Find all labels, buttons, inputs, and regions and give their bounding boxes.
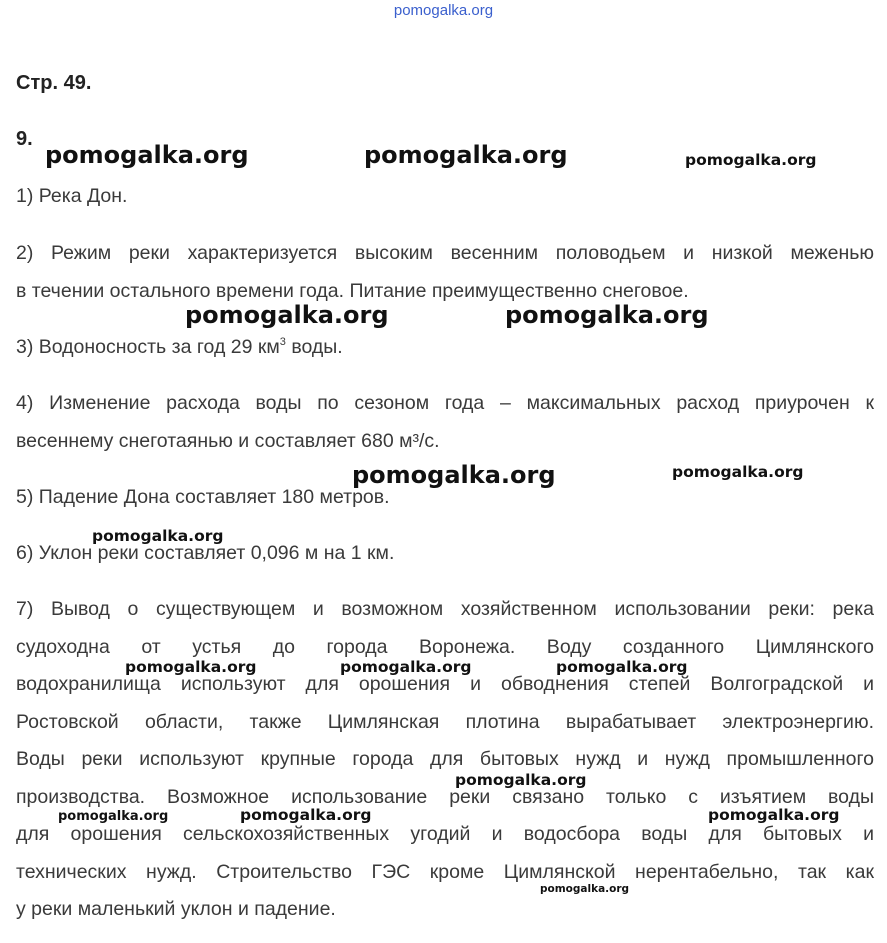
answer-4-line-1: 4) Изменение расхода воды по сезоном года – максимальных расход приурочен к [16, 392, 874, 414]
answer-2-line-2: в течении остального времени года. Питание преимущественно снеговое. [16, 279, 689, 302]
answer-6-line: 6) Уклон реки составляет 0,096 м на 1 км. [16, 542, 395, 564]
answer-2-line-1: 2) Режим реки характеризуется высоким весенним половодьем и низкой меженью [16, 242, 874, 264]
watermark: pomogalka.org [364, 141, 568, 169]
watermark: pomogalka.org [540, 883, 630, 895]
watermark: pomogalka.org [505, 301, 709, 329]
header-site-link[interactable]: pomogalka.org [393, 2, 494, 19]
answer-7-line-5: Воды реки используют крупные города для бытовых нужд и нужд промышленного [16, 748, 874, 770]
answer-4 [16, 385, 874, 460]
answer-3-line [16, 329, 874, 367]
watermark: pomogalka.org [92, 527, 224, 545]
answer-3-text: 3) Водоносность за год 29 км [16, 336, 280, 358]
answer-5-line: 5) Падение Дона составляет 180 метров. [16, 486, 390, 508]
watermark: pomogalka.org [352, 461, 556, 489]
watermark: pomogalka.org [556, 658, 688, 676]
answer-7-line-1: 7) Вывод о существующем и возможном хозяйственном использовании реки: река [16, 598, 874, 620]
answer-7-line-4: Ростовской области, также Цимлянская плотина вырабатывает электроэнергию. [16, 710, 874, 733]
answer-2 [16, 235, 874, 310]
answer-3-tail: воды. [285, 336, 343, 358]
watermark: pomogalka.org [685, 151, 817, 169]
answer-7 [16, 591, 874, 929]
answer-4-line-2: весеннему снеготаянью и составляет 680 м³/с. [16, 429, 440, 452]
answer-7-line-6: производства. Возможное использование реки связано только с изъятием воды [16, 785, 874, 808]
answer-1 [16, 178, 874, 216]
task-number: 9. [16, 128, 33, 150]
watermark: pomogalka.org [58, 809, 169, 824]
watermark: pomogalka.org [672, 463, 804, 481]
watermark: pomogalka.org [185, 301, 389, 329]
answer-1-line: 1) Река Дон. [16, 185, 128, 207]
watermark: pomogalka.org [455, 771, 587, 789]
page-reference: Стр. 49. [16, 72, 92, 94]
answer-7-line-7: для орошения сельскохозяйственных угодий и водосбора воды для бытовых и [16, 823, 874, 845]
watermark: pomogalka.org [340, 658, 472, 676]
answer-7-line-2: судоходна от устья до города Воронежа. Воду созданного Цимлянского [16, 635, 874, 658]
answer-3-superscript: 3 [279, 336, 286, 348]
answer-7-line-3: водохранилища используют для орошения и обводнения степей Волгоградской и [16, 673, 874, 695]
answer-7-line-9: у реки маленький уклон и падение. [16, 898, 336, 920]
answer-7-line-8: технических нужд. Строительство ГЭС кроме Цимлянской нерентабельно, так как [16, 860, 874, 883]
watermark: pomogalka.org [240, 806, 372, 824]
watermark: pomogalka.org [125, 658, 257, 676]
answer-3 [16, 329, 874, 367]
watermark: pomogalka.org [708, 806, 840, 824]
watermark: pomogalka.org [45, 141, 249, 169]
